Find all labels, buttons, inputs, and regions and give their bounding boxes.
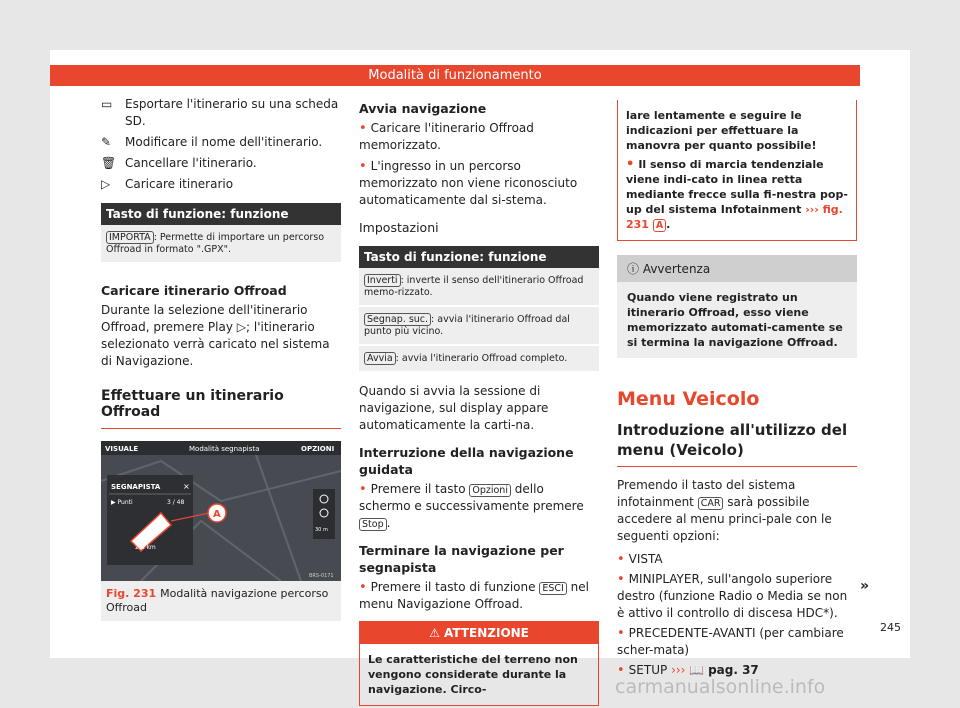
warning-text: Le caratteristiche del terreno non vengono considerate durante la navigazione. Circo-: [368, 653, 578, 696]
fig-panel-count: 3 / 48: [167, 499, 185, 506]
key-importa: IMPORTA: [106, 231, 154, 244]
info-icon: ⓘ: [627, 262, 643, 276]
fig-panel-title: SEGNAPISTA: [111, 483, 161, 491]
list-item: • VISTA: [617, 552, 663, 567]
icon-list-item: ✎ Modificare il nome dell'itinerario.: [101, 135, 323, 149]
function-key: Inverti: [364, 274, 401, 287]
page-number: 245: [880, 621, 901, 634]
pencil-icon: ✎: [101, 135, 112, 149]
function-key: Segnap. suc.: [364, 313, 431, 326]
column-2: [359, 96, 599, 706]
paragraph-map: Quando si avvia la sessione di navigazione, sul display appare automaticamente la carti-na.: [359, 384, 549, 432]
heading-nav: Avvia navigazione: [359, 101, 487, 116]
function-box-import: [101, 203, 341, 264]
fig-code: BRS-0171: [309, 573, 334, 579]
function-box-title: Tasto di funzione: funzione: [101, 203, 341, 225]
book-icon: 📖: [689, 663, 705, 677]
fig-panel-row: ▶ Punti: [111, 499, 133, 506]
icon-list-item: ▭ Esportare l'itinerario su una scheda SD.: [101, 97, 339, 128]
function-key: Avvia: [364, 352, 396, 365]
key-car: CAR: [698, 497, 724, 510]
warning-title: ⚠ ATTENZIONE: [360, 622, 598, 644]
heading-end: Terminare la navigazione per segnapista: [359, 543, 564, 575]
key-esci: ESCI: [539, 582, 566, 595]
heading-settings: Impostazioni: [359, 220, 439, 235]
section-heading: Introduzione all'utilizzo del menu (Veicolo): [617, 420, 857, 467]
function-box-title-2: Tasto di funzione: funzione: [359, 246, 599, 268]
heading-interrupt: Interruzione della navigazione guidata: [359, 445, 574, 477]
icon-list-item: ▷ Caricare itinerario: [101, 177, 234, 191]
function-row: Segnap. suc. : avvia l'itinerario Offroad dal punto più vicino.: [359, 307, 599, 346]
list-item: • PRECEDENTE-AVANTI (per cambiare scher-mata): [617, 626, 844, 657]
icon-list-item: 🗑 Cancellare l'itinerario.: [101, 156, 257, 170]
column-3: [617, 96, 857, 679]
trash-icon: 🗑: [101, 156, 117, 170]
paragraph-load: Durante la selezione dell'itinerario Offroad, premere Play ▷; l'itinerario selezionato verrà caricato nel sistema di Navigazione.: [101, 303, 330, 368]
warning-box: [359, 621, 599, 706]
function-box-settings: [359, 246, 599, 373]
key-stop: Stop: [359, 518, 387, 531]
function-rows: [359, 268, 599, 373]
warning-cont-text: lare lentamente e seguire le indicazioni per effettuare la manovra per quanto possibile!: [626, 109, 817, 152]
function-row: IMPORTA : Permette di importare un percorso Offroad in formato ".GPX".: [101, 225, 341, 264]
paragraph-intro: Premendo il tasto del sistema infotainment CAR sarà possibile accedere al menu princi-pale con le seguenti opzioni:: [617, 478, 832, 543]
figure-caption: Fig. 231 Modalità navigazione percorso Offroad: [101, 581, 341, 621]
key-opzioni: Opzioni: [469, 484, 511, 497]
fig-header-mid: Modalità segnapista: [189, 445, 260, 453]
note-box: [617, 255, 857, 358]
fig-header-left: VISUALE: [105, 445, 139, 453]
heading-load: Caricare itinerario Offroad: [101, 283, 287, 298]
warning-continued: [617, 100, 857, 241]
list-item: • MINIPLAYER, sull'angolo superiore destro (funzione Radio o Media se non è attivo il controllo di discesa HDC*).: [617, 572, 848, 620]
continue-mark: »: [860, 578, 870, 594]
watermark: carmanualsonline.info: [615, 676, 826, 698]
fig-distance: 2.6 km: [135, 544, 156, 551]
bullet-4: • Premere il tasto di funzione ESCI nel menu Navigazione Offroad.: [359, 580, 589, 611]
warning-cont-bullet: • Il senso di marcia tendenziale viene indi-cato in linea retta mediante frecce sulla fi-nestra pop-up del sistema Infotainment ››› fig. 231 A .: [626, 157, 848, 231]
figure-svg: [101, 441, 341, 581]
chapter-title: Menu Veicolo: [617, 388, 760, 410]
play-icon: ▷: [101, 177, 111, 191]
icon-list: [101, 96, 341, 193]
svg-text:×: ×: [183, 482, 190, 491]
page-header: Modalità di funzionamento: [50, 65, 860, 86]
fig-scale: 30 m: [315, 527, 328, 533]
section-title: Effettuare un itinerario Offroad: [101, 388, 341, 429]
bullet-3: • Premere il tasto Opzioni dello schermo e successivamente premere Stop .: [359, 482, 584, 530]
note-text: Quando viene registrato un itinerario Offroad, esso viene memorizzato automati-camente se si termina la navigazione Offroad.: [627, 291, 843, 349]
function-row: Avvia : avvia l'itinerario Offroad completo.: [359, 346, 599, 373]
bullet-1: • Caricare l'itinerario Offroad memorizzato.: [359, 121, 534, 152]
export-icon: ▭: [101, 97, 113, 111]
function-row: Inverti : inverte il senso dell'itinerario Offroad memo-rizzato.: [359, 268, 599, 307]
fig-marker: A: [213, 509, 221, 520]
note-title: ⓘ Avvertenza: [617, 255, 857, 282]
list-item-setup: • SETUP ››› 📖 pag. 37: [617, 663, 759, 678]
bullet-2: • L'ingresso in un percorso memorizzato non viene riconosciuto automaticamente dal si-stema.: [359, 159, 578, 207]
warning-icon: ⚠: [429, 626, 445, 640]
menu-list: [617, 551, 857, 659]
column-1: [101, 96, 341, 621]
fig-header-right: OPZIONI: [301, 445, 335, 453]
figure-offroad-nav: [101, 441, 341, 581]
